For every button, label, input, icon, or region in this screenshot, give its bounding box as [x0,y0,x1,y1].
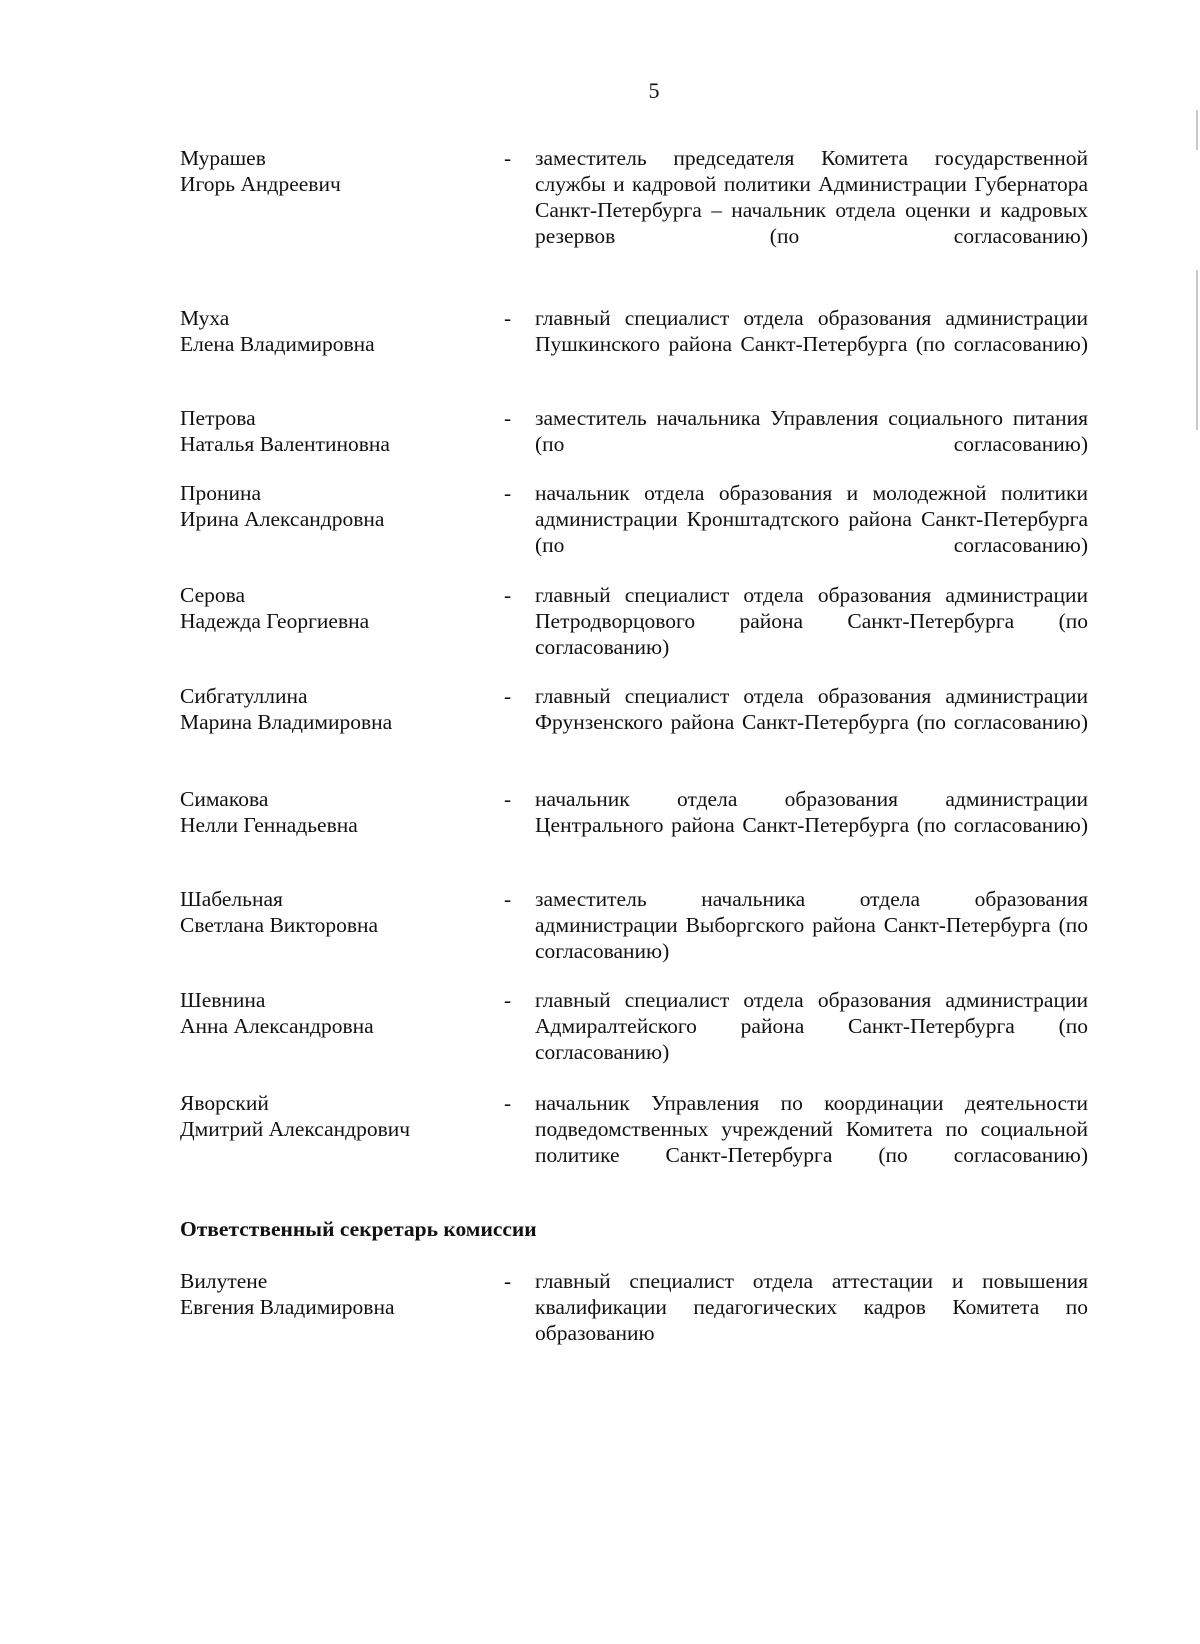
scan-edge-mark [1196,110,1198,150]
member-name [180,480,480,532]
member-given-name: Наталья Валентиновна [180,432,390,456]
member-surname: Шабельная [180,887,283,911]
member-given-name: Анна Александровна [180,1014,374,1038]
member-position: начальник отдела образования и молодежной политики администрации Кронштадтского района Санкт-Петербурга (по согласованию) [535,481,1088,557]
member-surname: Яворский [180,1091,269,1115]
member-position: начальник отдела образования администрации Центрального района Санкт-Петербурга (по согласованию) [535,787,1088,837]
member-given-name: Надежда Георгиевна [180,609,370,633]
dash: - [504,1269,512,1293]
page-number: 5 [648,78,660,103]
dash: - [504,306,512,330]
member-position: главный специалист отдела образования администрации Фрунзенского района Санкт-Петербурга (по согласованию) [535,684,1088,734]
member-position: заместитель начальника Управления социального питания (по согласованию) [535,406,1088,456]
dash: - [504,988,512,1012]
secretary-surname: Вилутене [180,1269,268,1293]
secretary-name [180,1268,480,1320]
member-name [180,987,480,1039]
member-position: начальник Управления по координации деятельности подведомственных учреждений Комитета по социальной политике Санкт-Петербурга (по согласованию) [535,1091,1088,1167]
member-position: заместитель начальника отдела образования администрации Выборгского района Санкт-Петербурга (по согласованию) [535,887,1088,963]
scan-edge-mark [1196,270,1198,430]
member-given-name: Ирина Александровна [180,507,385,531]
member-given-name: Елена Владимировна [180,332,375,356]
member-given-name: Марина Владимировна [180,710,393,734]
member-given-name: Светлана Викторовна [180,913,379,937]
member-given-name: Дмитрий Александрович [180,1117,411,1141]
member-surname: Мурашев [180,146,266,170]
member-surname: Петрова [180,406,256,430]
member-surname: Сибгатуллина [180,684,308,708]
dash: - [504,684,512,708]
dash: - [504,1091,512,1115]
member-name [180,405,480,457]
member-surname: Пронина [180,481,262,505]
secretary-heading: Ответственный секретарь комиссии [180,1217,537,1241]
member-surname: Муха [180,306,230,330]
dash: - [504,481,512,505]
member-name [180,886,480,938]
member-given-name: Игорь Андреевич [180,172,341,196]
member-surname: Симакова [180,787,269,811]
member-name [180,786,480,838]
member-surname: Серова [180,583,246,607]
member-position: заместитель председателя Комитета государственной службы и кадровой политики Администрации Губернатора Санкт-Петербурга – начальник отдела оценки и кадровых резервов (по согласованию) [535,146,1088,248]
member-name [180,1090,480,1142]
dash: - [504,406,512,430]
member-surname: Шевнина [180,988,266,1012]
dash: - [504,787,512,811]
secretary-position: главный специалист отдела аттестации и повышения квалификации педагогических кадров Комитета по образованию [535,1269,1088,1345]
member-given-name: Нелли Геннадьевна [180,813,358,837]
member-position: главный специалист отдела образования администрации Пушкинского района Санкт-Петербурга (по согласованию) [535,306,1088,356]
dash: - [504,146,512,170]
dash: - [504,887,512,911]
member-name [180,683,480,735]
member-name [180,145,480,197]
secretary-given-name: Евгения Владимировна [180,1295,395,1319]
dash: - [504,583,512,607]
member-position: главный специалист отдела образования администрации Адмиралтейского района Санкт-Петербурга (по согласованию) [535,988,1088,1064]
member-name [180,305,480,357]
member-name [180,582,480,634]
member-position: главный специалист отдела образования администрации Петродворцового района Санкт-Петербурга (по согласованию) [535,583,1088,659]
